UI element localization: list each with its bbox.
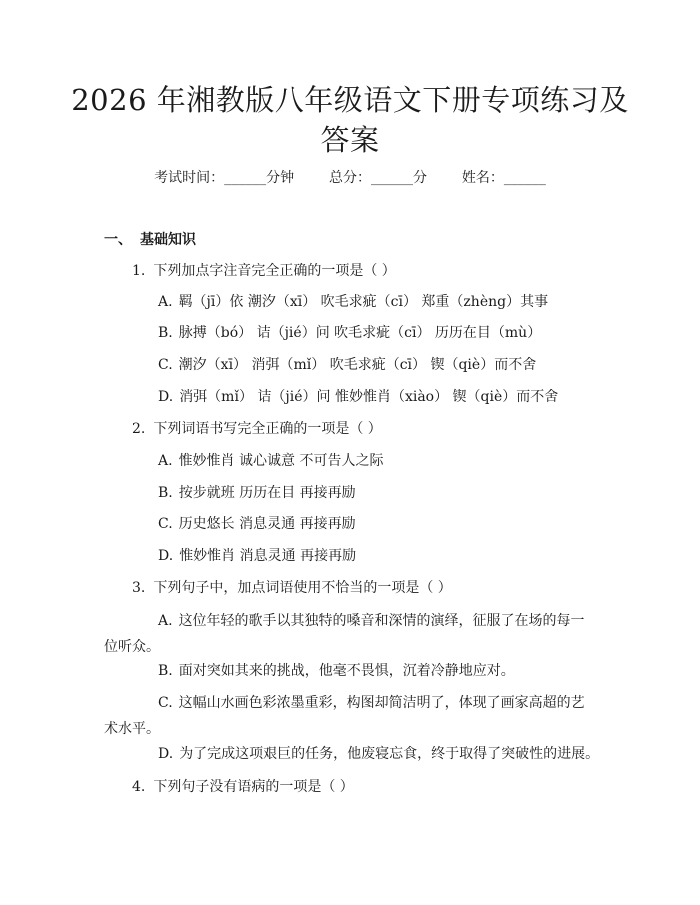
option-text: 惟妙惟肖 消息灵通 再接再励 (179, 548, 357, 564)
option-text: 历史悠长 消息灵通 再接再励 (178, 516, 356, 532)
question-4 (132, 777, 354, 797)
q3-option-d (158, 744, 599, 764)
option-label: C. (158, 695, 173, 711)
q1-option-b (158, 323, 541, 343)
q1-option-d (158, 387, 558, 407)
option-label: C. (158, 357, 173, 373)
question-text: 下列句子中，加点词语使用不恰当的一项是（ ） (153, 580, 452, 596)
section-number: 一、 (104, 232, 132, 248)
question-number: 2. (132, 421, 146, 437)
option-label: D. (158, 389, 174, 405)
score-unit: 分 (413, 170, 427, 186)
q2-option-b (158, 483, 356, 503)
option-text: 潮汐（xī） 消弭（mǐ） 吹毛求疵（cī） 锲（qiè）而不舍 (178, 357, 537, 373)
option-label: C. (158, 516, 173, 532)
time-label: 考试时间： (154, 170, 225, 186)
q1-option-c (158, 355, 536, 375)
option-text: 脉搏（bó） 诘（jié）问 吹毛求疵（cī） 历历在目（mù） (178, 325, 542, 341)
q3-option-a (104, 608, 590, 660)
q1-option-a (158, 292, 548, 312)
exam-meta (0, 168, 700, 188)
option-text: 惟妙惟肖 诚心诚意 不可告人之际 (178, 453, 384, 469)
question-number: 3. (132, 580, 146, 596)
q2-option-c (158, 514, 356, 534)
time-blank: ______ (224, 170, 267, 186)
question-text: 下列词语书写完全正确的一项是（ ） (153, 421, 382, 437)
section-heading (104, 230, 196, 250)
option-text: 为了完成这项艰巨的任务，他废寝忘食，终于取得了突破性的进展。 (179, 746, 600, 762)
q3-option-c (104, 690, 590, 742)
question-text: 下列加点字注音完全正确的一项是（ ） (153, 263, 396, 279)
name-blank: ______ (503, 170, 546, 186)
question-number: 1. (132, 263, 146, 279)
option-label: A. (158, 453, 173, 469)
option-text: 按步就班 历历在目 再接再励 (178, 485, 356, 501)
option-label: D. (158, 548, 174, 564)
option-text: 消弭（mǐ） 诘（jié）问 惟妙惟肖（xiào） 锲（qiè）而不舍 (179, 389, 559, 405)
option-label: D. (158, 746, 174, 762)
option-label: B. (158, 325, 173, 341)
name-label: 姓名： (461, 170, 504, 186)
section-title: 基础知识 (140, 232, 196, 248)
option-text: 羁（jī）依 潮汐（xī） 吹毛求疵（cī） 郑重（zhèng）其事 (178, 294, 549, 310)
question-1 (132, 261, 396, 281)
option-label: A. (158, 613, 173, 629)
option-label: B. (158, 485, 173, 501)
q3-option-b (158, 661, 515, 681)
option-text: 面对突如其来的挑战，他毫不畏惧，沉着冷静地应对。 (178, 663, 515, 679)
page-title: 2026 年湘教版八年级语文下册专项练习及答案 (71, 83, 629, 157)
question-text: 下列句子没有语病的一项是（ ） (153, 779, 354, 795)
option-label: B. (158, 663, 173, 679)
q2-option-d (158, 546, 356, 566)
q2-option-a (158, 451, 383, 471)
score-blank: ______ (371, 170, 413, 186)
question-3 (132, 578, 452, 598)
time-unit: 分钟 (266, 170, 295, 186)
option-text: 这幅山水画色彩浓墨重彩，构图却简洁明了，体现了画家高超的艺术水平。 (104, 695, 585, 737)
question-number: 4. (132, 779, 146, 795)
score-label: 总分： (329, 170, 371, 186)
option-text: 这位年轻的歌手以其独特的嗓音和深情的演绎，征服了在场的每一位听众。 (104, 613, 585, 655)
option-label: A. (158, 294, 173, 310)
question-2 (132, 419, 382, 439)
